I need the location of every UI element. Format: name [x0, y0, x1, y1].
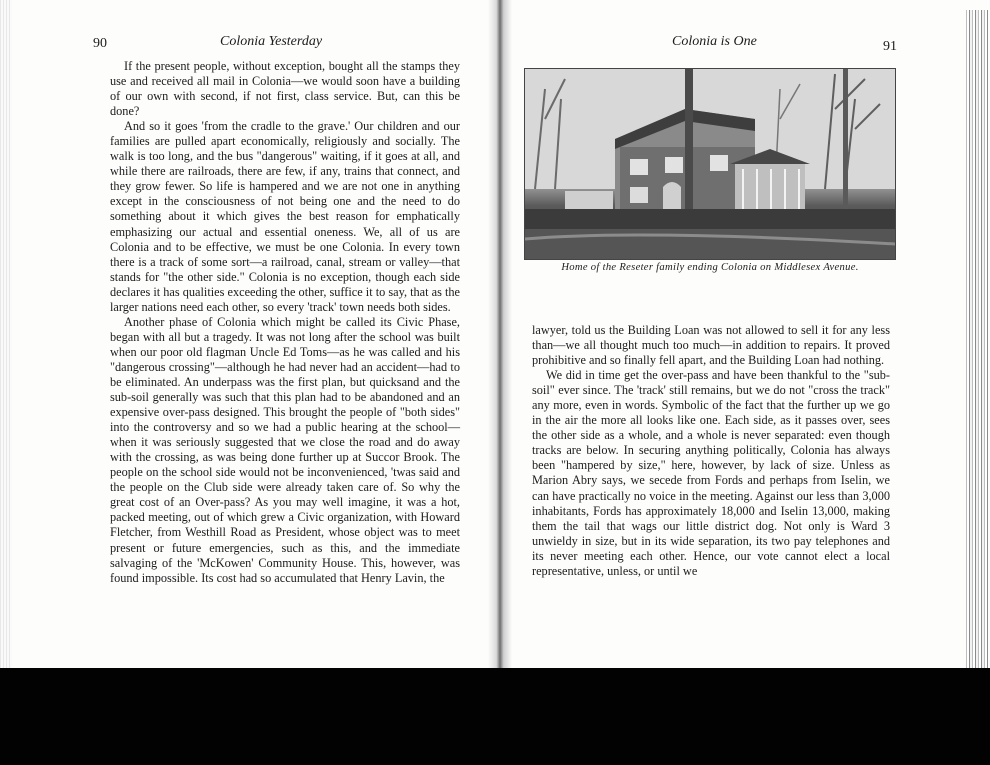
right-page-text — [532, 323, 890, 579]
paragraph: If the present people, without exception, bought all the stamps they use and received all mail in Colonia—we would soon have a building of our own with second, if not first, class service. But, can this be done? — [110, 59, 460, 119]
scan-bottom-shadow — [0, 668, 990, 765]
right-running-head: Colonia is One — [672, 34, 757, 49]
house-photo — [524, 68, 896, 260]
paragraph: And so it goes 'from the cradle to the grave.' Our children and our families are pulled apart economically, religiously and socially. The walk is too long, and the bus "dangerous" waiting, if it goes at all, and while there are railroads, there are few, if any, trains that connect, and they grow fewer. So life is hampered and we are not one in anything except in the consciousness of not being one and the need to do something about it which gives the best reason for emphatically emphasizing our actual and essential oneness. We, all of us are Colonia and to be effective, we must be one Colonia. In every town there is a track of some sort—a railroad, canal, stream or valley—that stands for "the other side." Colonia is no exception, though each side declares it has qualities exceeding the other, suffice it to say, that as the larger nations need each other, so every 'track' town needs both sides. — [110, 119, 460, 314]
paragraph: Another phase of Colonia which might be called its Civic Phase, began with all but a tragedy. It was not long after the school was built when our poor old flagman Uncle Ed Toms—as he was called and his "dangerous crossing"—although he had never had an accident—had to be eliminated. An underpass was the first plan, but quicksand and the sub-soil generally was such that this plan had to be abandoned and an expensive over-pass designed. This brought the people of "both sides" into the controversy and so we had a public hearing at the school—when it was seriously suggested that we close the road and do away with the crossing, as was being done further up at Succor Brook. The people on the school side would not be inconvenienced, 'twas said and the people on the Club side were already taken care of. So why the great cost of an Over-pass? As you may well imagine, it was a hot, packed meeting, out of which grew a Civic organization, with Howard Fletcher, from Westhill Road as President, whose object was to meet present or future emergencies, such as this, and the immediate salvaging of the 'McKowen' Community House. This, however, was found impossible. Its cost had so accumulated that Henry Lavin, the — [110, 314, 460, 585]
left-page-text — [110, 59, 460, 586]
paragraph: lawyer, told us the Building Loan was not allowed to sell it for any less than—we all thought much too much—in addition to repairs. It proved prohibitive and so finally fell apart, and the Building Loan had nothing. — [532, 323, 890, 368]
left-page-number: 90 — [93, 36, 107, 51]
right-page-edge — [966, 10, 988, 668]
right-page-number: 91 — [883, 39, 897, 54]
paragraph: We did in time get the over-pass and have been thankful to the "sub-soil" ever since. The 'track' still remains, but we do not "cross the track" any more, even in words. Symbolic of the fact that the further up we go in the air the more all looks like one. Each side, as it passes over, sees the other side as a whole, and a whole is never separated: even though tracks are below. In securing anything politically, Colonia has always been "hampered by size," here, however, by lack of size. Unless as Marion Abry says, we secede from Fords and perhaps from Iselin, we can have practically no voice in the meeting. Against our less than 3,000 inhabitants, Fords has approximately 18,000 and Iselin 13,000, making them the tail that wags our little district dog. Not only is Ward 3 unwieldy in size, but in its wide separation, its two pay telephones and its never meeting each other. Hence, our vote cannot elect a local representative, unless, or until we — [532, 368, 890, 578]
left-page-edge — [0, 0, 12, 668]
house-photo-graphic — [525, 69, 895, 259]
photo-caption: Home of the Reseter family ending Colonia on Middlesex Avenue. — [561, 262, 859, 273]
left-running-head: Colonia Yesterday — [220, 34, 323, 49]
book-gutter — [488, 0, 512, 668]
